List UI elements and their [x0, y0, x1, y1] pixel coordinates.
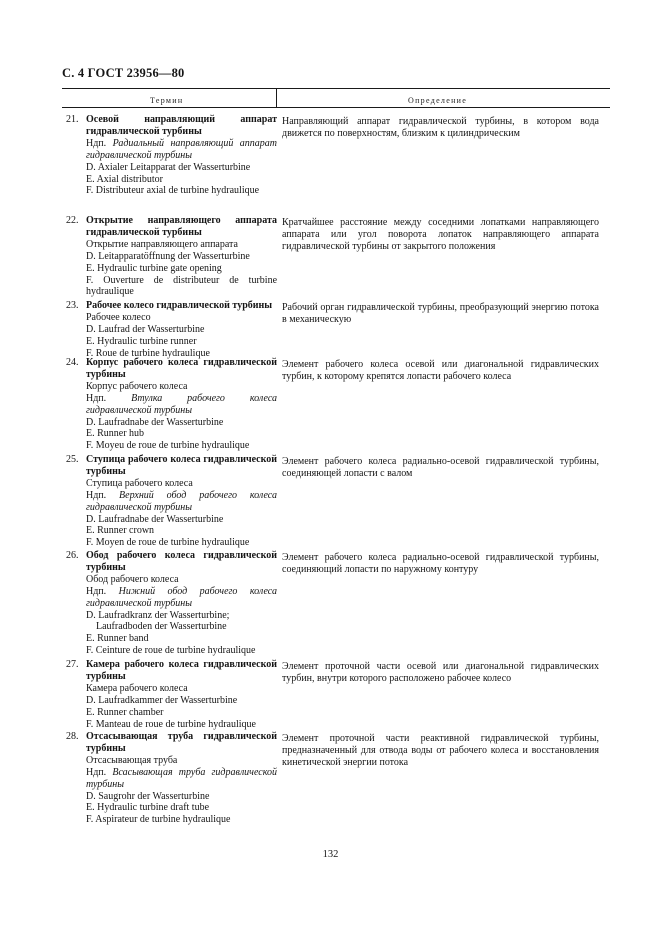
variant-label: E.: [86, 706, 95, 718]
deprecated-term: [62, 138, 277, 162]
glossary-entry: [62, 550, 610, 659]
short-form: [62, 239, 277, 251]
entry-number: 25.: [66, 454, 79, 465]
foreign-equivalent: [62, 162, 277, 174]
foreign-equivalent: [62, 610, 277, 622]
glossary-entry: [62, 454, 610, 550]
short-form: [62, 755, 277, 767]
foreign-equivalent: [62, 695, 277, 707]
short-form: [62, 574, 277, 586]
term-name: Ступица рабочего колеса гидравлической турбины: [86, 454, 277, 477]
variant-text: Runner chamber: [97, 706, 164, 718]
variant-label: D.: [86, 161, 96, 173]
variant-label: F.: [86, 718, 94, 730]
table-top-rule: [62, 88, 610, 89]
variant-label: F.: [86, 814, 94, 826]
variant-label: E.: [86, 262, 95, 274]
variant-text: Ступица рабочего колеса: [86, 477, 193, 489]
definition-text: Направляющий аппарат гидравлической турбины, в котором вода движется по поверхностям, близким к цилиндрическим: [282, 116, 599, 139]
variant-text: Moyeu de roue de turbine hydraulique: [95, 440, 250, 452]
term-heading: [62, 300, 277, 312]
variant-label: Ндп.: [86, 489, 107, 501]
definition-text: Кратчайшее расстояние между соседними лопатками направляющего аппарата или угол поворота лопаток направляющего аппарата гидравлической турбины от закрытого положения: [282, 217, 599, 252]
variant-label: E.: [86, 335, 95, 347]
variant-label: D.: [86, 609, 96, 621]
term-heading: [62, 357, 277, 381]
variant-text: Laufradkranz der Wasserturbine;: [98, 609, 230, 621]
variant-text: Рабочее колесо: [86, 311, 151, 323]
page-number: 132: [322, 849, 339, 860]
term-name: Камера рабочего колеса гидравлической турбины: [86, 659, 277, 682]
variant-text: Камера рабочего колеса: [86, 682, 188, 694]
variant-label: Ндп.: [86, 137, 107, 149]
term-column: [62, 114, 277, 197]
glossary-entry: [62, 114, 610, 215]
definition-text: Элемент проточной части реактивной гидравлической турбины, предназначенный для отвода воды от рабочего колеса и восстановления кинетической энергии потока: [282, 733, 599, 768]
foreign-equivalent: [62, 814, 277, 826]
variant-label: Ндп.: [86, 585, 107, 597]
term-column: [62, 731, 277, 826]
term-heading: [62, 550, 277, 574]
definition-text: Элемент рабочего колеса осевой или диагональной гидравлических турбин, к которому крепятся лопасти рабочего колеса: [282, 359, 599, 382]
foreign-equivalent: [62, 174, 277, 186]
term-heading: [62, 114, 277, 138]
variant-label: F.: [86, 537, 94, 549]
term-heading: [62, 454, 277, 478]
page-title: С. 4 ГОСТ 23956—80: [62, 66, 185, 80]
definition-text: Рабочий орган гидравлической турбины, преобразующий энергию потока в механическую: [282, 302, 599, 325]
foreign-equivalent: [62, 440, 277, 452]
foreign-equivalent: [62, 428, 277, 440]
term-heading: [62, 731, 277, 755]
term-column: [62, 659, 277, 730]
variant-text: Ceinture de roue de turbine hydraulique: [95, 645, 256, 657]
variant-text: Laufradnabe der Wasserturbine: [98, 416, 224, 428]
variant-text: Верхний обод рабочего колеса гидравлической турбины: [86, 489, 277, 513]
table-header-rule: [62, 107, 610, 108]
short-form: [62, 478, 277, 490]
term-name: Открытие направляющего аппарата гидравлической турбины: [86, 215, 277, 238]
term-column: [62, 357, 277, 452]
variant-text: Hydraulic turbine runner: [97, 335, 197, 347]
variant-text: Обод рабочего колеса: [86, 573, 179, 585]
variant-text: Runner hub: [97, 428, 145, 440]
variant-label: E.: [86, 428, 95, 440]
variant-label: Ндп.: [86, 766, 107, 778]
foreign-equivalent: [62, 537, 277, 549]
foreign-equivalent: [62, 336, 277, 348]
deprecated-term: [62, 586, 277, 610]
variant-text: Всасывающая труба гидравлической турбины: [86, 766, 277, 790]
variant-text: Axial distributor: [96, 173, 163, 185]
variant-text: Roue de turbine hydraulique: [95, 347, 210, 359]
entry-number: 28.: [66, 731, 79, 742]
term-name: Корпус рабочего колеса гидравлической турбины: [86, 357, 277, 380]
short-form: [62, 381, 277, 393]
foreign-equivalent: [62, 263, 277, 275]
variant-text: Hydraulic turbine draft tube: [97, 802, 210, 814]
variant-label: D.: [86, 416, 96, 428]
foreign-equivalent: [62, 324, 277, 336]
column-divider: [276, 88, 277, 108]
variant-text: Axialer Leitapparat der Wasserturbine: [97, 161, 251, 173]
variant-label: D.: [86, 513, 96, 525]
glossary-table: [62, 114, 610, 831]
column-header-term: Термин: [150, 96, 184, 105]
term-column: [62, 550, 277, 657]
entry-number: 24.: [66, 357, 79, 368]
column-header-definition: Определение: [408, 96, 468, 105]
variant-text: Runner band: [97, 633, 149, 645]
variant-text: Leitapparatöffnung der Wasserturbine: [98, 250, 250, 262]
variant-text: Нижний обод рабочего колеса гидравлической турбины: [86, 585, 277, 609]
term-name: Осевой направляющий аппарат гидравлической турбины: [86, 114, 277, 137]
variant-text: Laufradkammer der Wasserturbine: [98, 694, 238, 706]
variant-text: Moyen de roue de turbine hydraulique: [95, 537, 250, 549]
variant-label: F.: [86, 645, 94, 657]
glossary-entry: [62, 215, 610, 300]
variant-label: D.: [86, 694, 96, 706]
variant-label: D.: [86, 790, 96, 802]
foreign-equivalent: [62, 645, 277, 657]
variant-label: E.: [86, 525, 95, 537]
foreign-equivalent: [62, 417, 277, 429]
entry-number: 27.: [66, 659, 79, 670]
entry-number: 23.: [66, 300, 79, 311]
foreign-equivalent: [62, 791, 277, 803]
term-column: [62, 300, 277, 360]
foreign-equivalent: [62, 251, 277, 263]
variant-continuation: Laufradboden der Wasserturbine: [96, 621, 227, 633]
short-form: [62, 683, 277, 695]
variant-text: Радиальный направляющий аппарат гидравлической турбины: [86, 137, 277, 161]
entry-number: 26.: [66, 550, 79, 561]
term-column: [62, 215, 277, 298]
variant-text: Laufradnabe der Wasserturbine: [98, 513, 224, 525]
term-column: [62, 454, 277, 549]
deprecated-term: [62, 767, 277, 791]
variant-text: Laufrad der Wasserturbine: [98, 323, 205, 335]
entry-number: 21.: [66, 114, 79, 125]
foreign-equivalent: [62, 275, 277, 299]
term-name: Обод рабочего колеса гидравлической турбины: [86, 550, 277, 573]
variant-text: Manteau de roue de turbine hydraulique: [95, 718, 256, 730]
variant-text: Отсасывающая труба: [86, 754, 178, 766]
variant-label: F.: [86, 274, 94, 286]
variant-label: E.: [86, 633, 95, 645]
glossary-entry: [62, 659, 610, 731]
variant-text: Hydraulic turbine gate opening: [97, 262, 222, 274]
foreign-equivalent: [62, 185, 277, 197]
definition-text: Элемент рабочего колеса радиально-осевой гидравлической турбины, соединяющей лопасти с валом: [282, 456, 599, 479]
short-form: [62, 312, 277, 324]
variant-label: Ндп.: [86, 392, 107, 404]
glossary-entry: [62, 300, 610, 357]
foreign-equivalent: [62, 802, 277, 814]
glossary-entry: [62, 357, 610, 454]
variant-text: Distributeur axial de turbine hydraulique: [95, 185, 260, 197]
definition-text: Элемент проточной части осевой или диагональной гидравлических турбин, внутри которого расположено рабочее колесо: [282, 661, 599, 684]
variant-text: Ouverture de distributeur de turbine hydraulique: [86, 274, 278, 298]
term-name: Отсасывающая труба гидравлической турбины: [86, 731, 277, 754]
foreign-equivalent: [62, 719, 277, 731]
variant-text: Saugrohr der Wasserturbine: [98, 790, 210, 802]
deprecated-term: [62, 490, 277, 514]
variant-label: F.: [86, 440, 94, 452]
foreign-equivalent: [62, 633, 277, 645]
deprecated-term: [62, 393, 277, 417]
foreign-equivalent: [62, 707, 277, 719]
variant-label: D.: [86, 250, 96, 262]
variant-label: D.: [86, 323, 96, 335]
foreign-equivalent: [62, 525, 277, 537]
glossary-entry: [62, 731, 610, 831]
variant-label: F.: [86, 347, 94, 359]
variant-text: Открытие направляющего аппарата: [86, 238, 238, 250]
foreign-equivalent: [62, 514, 277, 526]
term-name: Рабочее колесо гидравлической турбины: [86, 300, 273, 311]
variant-text: Aspirateur de turbine hydraulique: [95, 814, 231, 826]
entry-number: 22.: [66, 215, 79, 226]
variant-text: Runner crown: [97, 525, 155, 537]
variant-label: F.: [86, 185, 94, 197]
variant-text: Втулка рабочего колеса гидравлической турбины: [86, 392, 277, 416]
variant-text: Корпус рабочего колеса: [86, 380, 188, 392]
variant-label: E.: [86, 173, 95, 185]
definition-text: Элемент рабочего колеса радиально-осевой гидравлической турбины, соединяющий лопасти по наружному контуру: [282, 552, 599, 575]
term-heading: [62, 215, 277, 239]
variant-label: E.: [86, 802, 95, 814]
term-heading: [62, 659, 277, 683]
